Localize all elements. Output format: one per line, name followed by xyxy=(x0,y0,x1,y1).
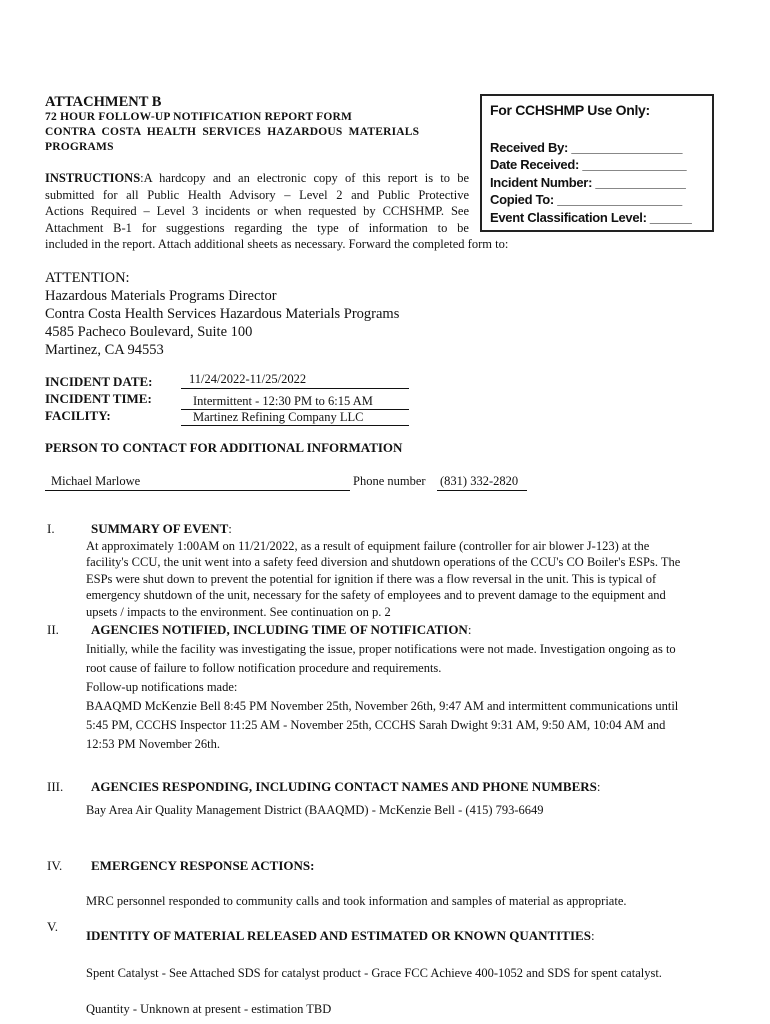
attachment-label: ATTACHMENT B xyxy=(45,94,162,110)
section-1-title-text: SUMMARY OF EVENT xyxy=(91,521,229,536)
section-2-line: Initially, while the facility was investigating the issue, proper notifications were not made. Investigation ongoing as to xyxy=(86,642,676,656)
instructions xyxy=(45,170,469,236)
section-4-title: EMERGENCY RESPONSE ACTIONS: xyxy=(91,858,315,873)
contact-name: Michael Marlowe xyxy=(45,474,350,491)
phone-label: Phone number xyxy=(353,474,426,488)
instructions-line-1: :A hardcopy and an electronic copy of this report is to be xyxy=(140,171,469,185)
incident-time-value: Intermittent - 12:30 PM to 6:15 AM xyxy=(181,394,409,410)
section-2-title-text: AGENCIES NOTIFIED, INCLUDING TIME OF NOTIFICATION xyxy=(91,622,468,637)
section-5-line-2: Quantity - Unknown at present - estimation TBD xyxy=(86,1002,332,1016)
section-3-title: AGENCIES RESPONDING, INCLUDING CONTACT NAMES AND PHONE NUMBERS: xyxy=(91,779,601,794)
copied-to-field: Copied To: __________________ xyxy=(490,192,682,207)
incident-date-value: 11/24/2022-11/25/2022 xyxy=(181,372,409,389)
section-4-number: IV. xyxy=(47,858,63,873)
section-2-body xyxy=(86,640,746,754)
phone-value: (831) 332-2820 xyxy=(437,474,527,491)
contact-heading: PERSON TO CONTACT FOR ADDITIONAL INFORMATION xyxy=(45,440,403,455)
section-3-title-text: AGENCIES RESPONDING, INCLUDING CONTACT NAMES AND PHONE NUMBERS xyxy=(91,779,597,794)
section-2-line: Follow-up notifications made: xyxy=(86,680,238,694)
section-2-line: 12:53 PM November 26th. xyxy=(86,737,221,751)
incident-time-label: INCIDENT TIME: xyxy=(45,391,152,406)
section-2-line: root cause of failure to follow notification procedure and requirements. xyxy=(86,661,442,675)
form-title: 72 HOUR FOLLOW-UP NOTIFICATION REPORT FORM xyxy=(45,111,353,123)
section-5-number: V. xyxy=(47,919,58,934)
section-2-line: BAAQMD McKenzie Bell 8:45 PM November 25th, November 26th, 9:47 AM and intermittent communications until xyxy=(86,699,679,713)
section-5-title: IDENTITY OF MATERIAL RELEASED AND ESTIMATED OR KNOWN QUANTITIES: xyxy=(86,928,595,943)
section-1-line: ESPs were shut down to prevent the potential for ignition if there was a flow reversal in the unit. This is typical of xyxy=(86,571,657,586)
office-use-box xyxy=(480,94,714,232)
agency-line-2: PROGRAMS xyxy=(45,141,114,153)
received-by-field: Received By: ________________ xyxy=(490,139,683,155)
address-line-4: Martinez, CA 94553 xyxy=(45,342,164,358)
section-2-title: AGENCIES NOTIFIED, INCLUDING TIME OF NOTIFICATION: xyxy=(91,622,472,637)
section-5-line-1: Spent Catalyst - See Attached SDS for catalyst product - Grace FCC Achieve 400-1052 and SDS for spent catalyst. xyxy=(86,966,662,980)
section-1-title: SUMMARY OF EVENT: xyxy=(91,521,232,536)
section-2-number: II. xyxy=(47,622,59,637)
section-3-number: III. xyxy=(47,779,64,794)
agency-line-1: CONTRA COSTA HEALTH SERVICES HAZARDOUS MATERIALS xyxy=(45,126,420,138)
incident-number-field: Incident Number: _____________ xyxy=(490,174,686,190)
section-5-title-text: IDENTITY OF MATERIAL RELEASED AND ESTIMATED OR KNOWN QUANTITIES xyxy=(86,928,591,943)
facility-value: Martinez Refining Company LLC xyxy=(181,410,409,426)
date-received-field: Date Received: _______________ xyxy=(490,157,687,172)
section-2-line: 5:45 PM, CCCHS Inspector 11:25 AM - November 25th, CCCHS Sarah Dwight 9:31 AM, 9:50 AM, 10:04 AM and xyxy=(86,718,666,732)
section-1-number: I. xyxy=(47,521,55,536)
instructions-line-2: submitted for all Public Health Advisory – Level 2 and Public Protective xyxy=(45,187,469,202)
instructions-label: INSTRUCTIONS xyxy=(45,171,141,185)
section-3-line: Bay Area Air Quality Management District (BAAQMD) - McKenzie Bell - (415) 793-6649 xyxy=(86,803,544,817)
section-1-line: At approximately 1:00AM on 11/21/2022, as a result of equipment failure (controller for air blower J-123) at the xyxy=(86,539,650,553)
instructions-line-4: Attachment B-1 for suggestions regarding the type of information to be xyxy=(45,220,469,235)
section-1-line: facility's CCU, the unit went into a safety feed diversion and shutdown operations of the CCU's CO Boiler's ESPs. The xyxy=(86,555,681,570)
section-1-line: upsets / impacts to the environment. See continuation on p. 2 xyxy=(86,604,391,619)
section-4-line: MRC personnel responded to community calls and took information and samples of material as appropriate. xyxy=(86,894,627,908)
section-1-body xyxy=(86,538,746,620)
facility-label: FACILITY: xyxy=(45,408,111,423)
incident-date-label: INCIDENT DATE: xyxy=(45,374,153,389)
address-block xyxy=(45,269,399,359)
office-use-title: For CCHSHMP Use Only: xyxy=(490,102,650,118)
section-1-line: emergency shutdown of the unit, necessary for the safety of employees and to prevent damage to the equipment and xyxy=(86,588,666,603)
address-line-3: 4585 Pacheco Boulevard, Suite 100 xyxy=(45,324,253,340)
address-line-2: Contra Costa Health Services Hazardous Materials Programs xyxy=(45,306,400,322)
instructions-line-3: Actions Required – Level 3 incidents or when requested by CCHSHMP. See xyxy=(45,204,469,218)
event-level-field: Event Classification Level: ______ xyxy=(490,209,692,225)
attention-label: ATTENTION: xyxy=(45,270,130,286)
address-line-1: Hazardous Materials Programs Director xyxy=(45,288,277,304)
instructions-line-5: included in the report. Attach additional sheets as necessary. Forward the completed form to: xyxy=(45,237,509,251)
